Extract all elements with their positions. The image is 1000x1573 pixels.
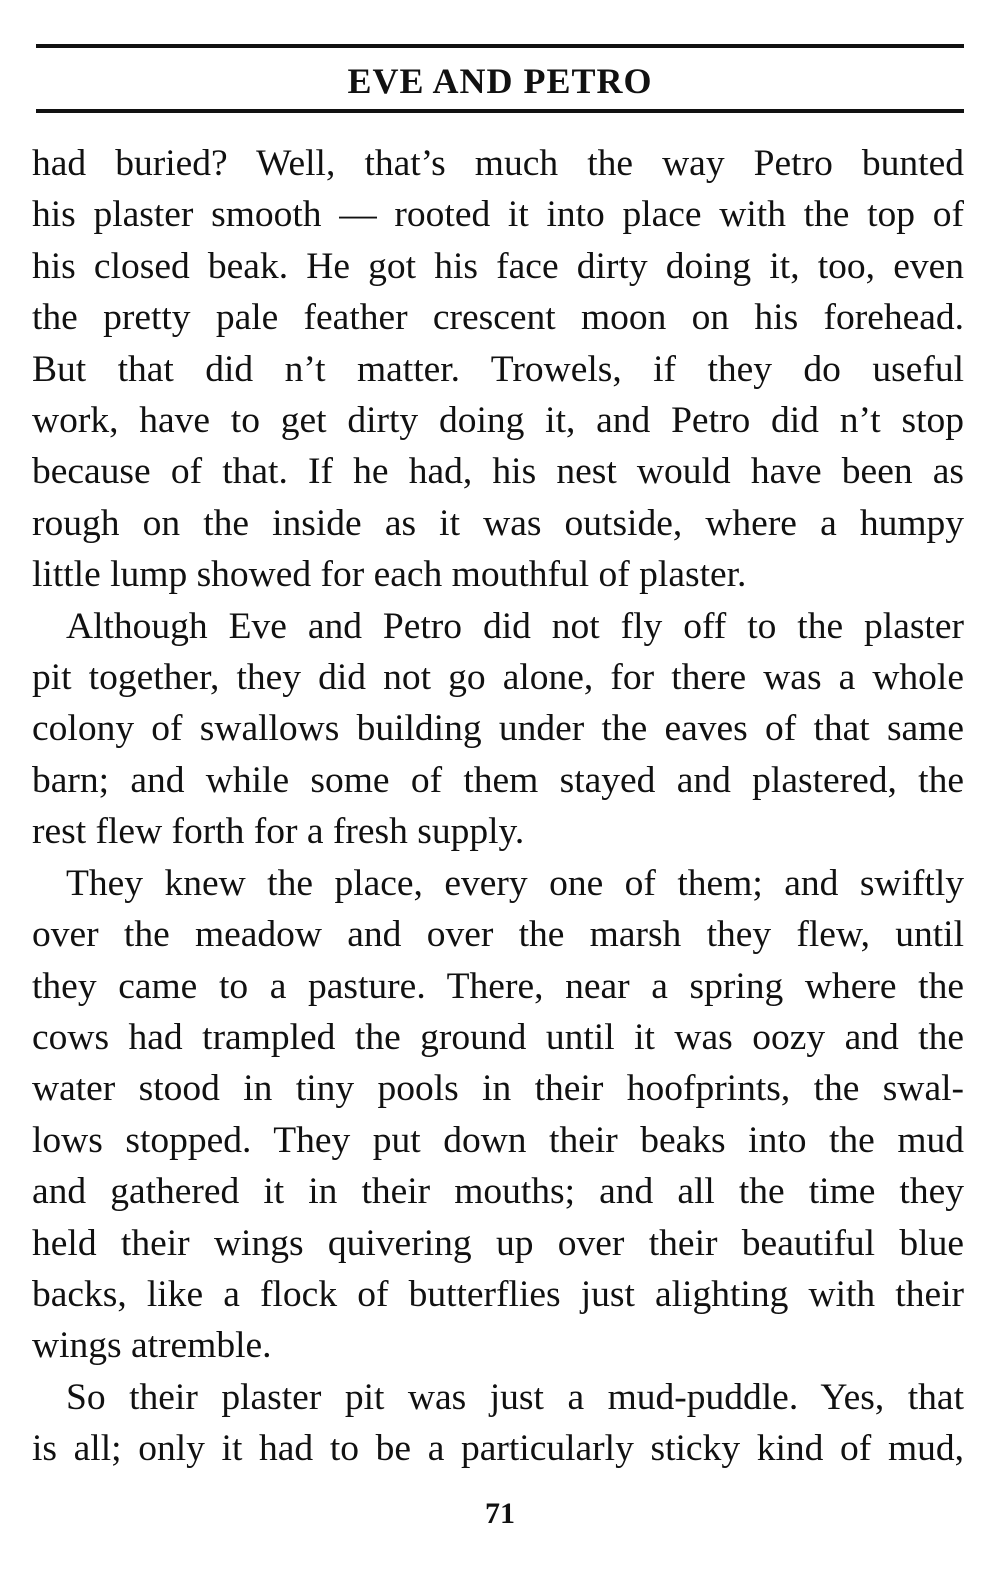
header-rule-bottom xyxy=(36,109,964,113)
text-line: wings atremble. xyxy=(32,1325,272,1367)
text-line: So their plaster pit was just a mud-puddle. Yes, that xyxy=(66,1376,964,1418)
text-line: and gathered it in their mouths; and all the time they xyxy=(32,1171,964,1213)
body-text xyxy=(32,138,964,1475)
text-line: had buried? Well, that’s much the way Petro bunted xyxy=(32,143,964,184)
text-line: water stood in tiny pools in their hoofprints, the swal- xyxy=(32,1068,964,1110)
text-line: is all; only it had to be a particularly sticky kind of mud, xyxy=(32,1428,964,1470)
text-line: over the meadow and over the marsh they flew, until xyxy=(32,914,964,956)
text-line: work, have to get dirty doing it, and Petro did n’t stop xyxy=(32,400,964,442)
text-line: pit together, they did not go alone, for there was a whole xyxy=(32,657,964,699)
running-head-title: EVE AND PETRO xyxy=(347,61,653,101)
text-line: backs, like a flock of butterflies just alighting with their xyxy=(32,1273,964,1315)
text-line: rough on the inside as it was outside, where a humpy xyxy=(32,502,964,544)
text-line: They knew the place, every one of them; and swiftly xyxy=(66,862,964,904)
text-line: But that did n’t matter. Trowels, if they do useful xyxy=(32,348,964,390)
text-line: his closed beak. He got his face dirty doing it, too, even xyxy=(32,245,964,287)
text-line: cows had trampled the ground until it was oozy and the xyxy=(32,1016,964,1058)
text-line: they came to a pasture. There, near a spring where the xyxy=(32,965,964,1007)
text-line: lows stopped. They put down their beaks into the mud xyxy=(32,1119,964,1161)
paragraph-1 xyxy=(32,138,964,601)
header-rule-top xyxy=(36,44,964,48)
text-line: the pretty pale feather crescent moon on his forehead. xyxy=(32,297,964,339)
text-line: held their wings quivering up over their beautiful blue xyxy=(32,1222,964,1264)
paragraph-3 xyxy=(32,858,964,1372)
paragraph-4 xyxy=(32,1372,964,1475)
page-number: 71 xyxy=(485,1497,515,1530)
text-line: Although Eve and Petro did not fly off to the plaster xyxy=(66,605,964,647)
text-line: rest flew forth for a fresh supply. xyxy=(32,811,525,853)
paragraph-2 xyxy=(32,601,964,858)
text-line: little lump showed for each mouthful of plaster. xyxy=(32,554,747,596)
text-line: because of that. If he had, his nest would have been as xyxy=(32,451,964,493)
text-line: barn; and while some of them stayed and plastered, the xyxy=(32,759,964,801)
text-line: his plaster smooth — rooted it into place with the top of xyxy=(32,194,964,236)
text-line: colony of swallows building under the eaves of that same xyxy=(32,708,964,750)
